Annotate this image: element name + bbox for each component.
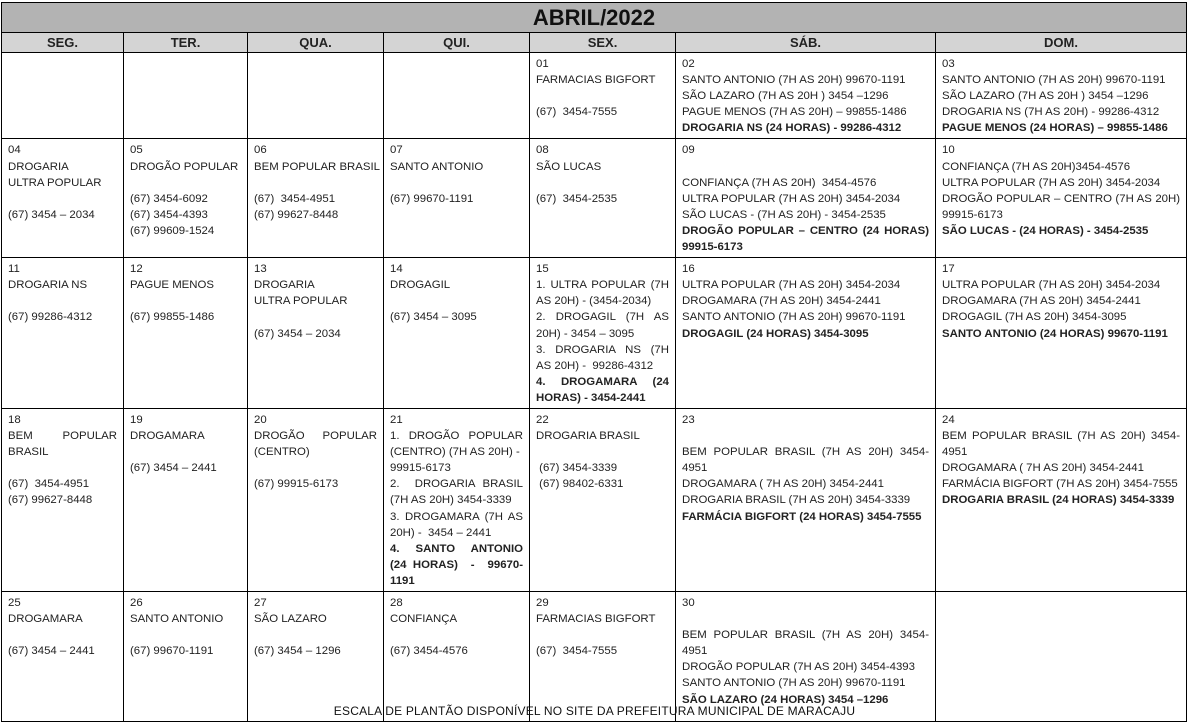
- day-number: 16: [682, 263, 695, 276]
- calendar-title: ABRIL/2022: [2, 3, 1187, 33]
- day-entry-line: CONFIANÇA: [390, 613, 458, 626]
- day-entry-line: [8, 627, 117, 643]
- day-entry-line: (67) 3454 – 2034: [8, 208, 95, 221]
- day-entry-line: DROGAMARA: [130, 430, 205, 443]
- day-entry-line: DROGÃO POPULAR (7H AS 20H) 3454-4393: [682, 661, 915, 674]
- day-entry-line: [536, 444, 669, 460]
- day-number: 06: [254, 144, 267, 157]
- day-entry-line: (67) 99670-1191: [390, 192, 474, 205]
- day-entry-line: (67) 99609-1524: [130, 224, 215, 237]
- day-cell: [530, 258, 676, 409]
- day-entry-line: SÃO LUCAS: [536, 160, 602, 173]
- day-entry-line: ULTRA POPULAR (7H AS 20H) 3454-2034: [942, 176, 1161, 189]
- day-entry-line: [390, 175, 523, 191]
- day-cell: [384, 258, 530, 409]
- day-entry-line: (67) 3454 – 2034: [254, 327, 341, 340]
- day-entry-line: 20H) - 3454 – 2441: [390, 526, 492, 539]
- day-entry-line: (67) 3454-4951: [8, 478, 90, 491]
- day-cell: [936, 139, 1187, 258]
- day-entry-line: [390, 293, 523, 309]
- day-entry-line: ULTRA POPULAR: [254, 295, 348, 308]
- day-entry-line: AS 20H) - (3454-2034): [536, 295, 652, 308]
- day-entry-line: 99915-6173: [942, 208, 1003, 221]
- day-entry-line: [8, 191, 117, 207]
- day-number: 15: [536, 263, 549, 276]
- day-entry-line: DROGARIA: [8, 160, 69, 173]
- day-entry-line: 20H) - 3454 – 3095: [536, 327, 635, 340]
- day-entry-line: [254, 460, 377, 476]
- day-number: 08: [536, 144, 549, 157]
- day-cell: [2, 139, 124, 258]
- day-number: 01: [536, 58, 549, 70]
- day-cell: [936, 408, 1187, 591]
- day-entry-line: ULTRA POPULAR (7H AS 20H) 3454-2034: [682, 192, 901, 205]
- day-entry-line: (67) 3454-6092: [130, 192, 208, 205]
- day-entry-line: SÃO LAZARO (7H AS 20H ) 3454 –1296: [942, 90, 1149, 103]
- day-cell: [2, 592, 124, 722]
- day-entry-line: [682, 611, 929, 627]
- day-entry-line: [8, 460, 117, 476]
- day-cell: [124, 408, 248, 591]
- day-entry-line: DROGÃO POPULAR – CENTRO (7H AS 20H): [942, 192, 1181, 205]
- day-entry-line: (67) 3454-3339: [536, 462, 618, 475]
- day-entry-line: BEM POPULAR BRASIL: [254, 160, 380, 173]
- day-entry-line: DROGARIA NS (24 HORAS) - 99286-4312: [682, 122, 902, 135]
- day-entry-line: CONFIANÇA (7H AS 20H)3454-4576: [942, 160, 1131, 173]
- weekday-sat: SÁB.: [676, 33, 936, 53]
- day-entry-line: DROGAMARA (7H AS 20H) 3454-2441: [682, 295, 881, 308]
- day-cell: [384, 139, 530, 258]
- day-entry-line: [130, 627, 241, 643]
- day-entry-line: (67) 3454-4951: [254, 192, 336, 205]
- calendar-table: [1, 2, 1187, 722]
- day-cell: [530, 408, 676, 591]
- day-entry-line: (67) 99670-1191: [130, 645, 214, 658]
- day-entry-line: [8, 293, 117, 309]
- day-cell: [676, 592, 936, 722]
- day-entry-line: 1. ULTRA POPULAR (7H: [536, 279, 669, 292]
- day-cell: [124, 258, 248, 409]
- day-entry-line: BRASIL: [8, 446, 49, 459]
- day-cell: [248, 408, 384, 591]
- day-number: 09: [682, 144, 695, 157]
- day-entry-line: 4. DROGAMARA (24: [536, 375, 669, 388]
- day-entry-line: [254, 175, 377, 191]
- day-entry-line: (67) 3454-2535: [536, 192, 618, 205]
- day-number: 17: [942, 263, 955, 276]
- day-entry-line: [682, 159, 929, 175]
- day-number: 04: [8, 144, 21, 157]
- day-entry-line: FARMÁCIA BIGFORT (24 HORAS) 3454-7555: [682, 510, 922, 523]
- day-cell: [676, 258, 936, 409]
- day-entry-line: DROGAGIL (7H AS 20H) 3454-3095: [942, 311, 1127, 324]
- day-number: 30: [682, 597, 695, 609]
- day-entry-line: DROGAMARA (7H AS 20H) 3454-2441: [942, 295, 1141, 308]
- day-entry-line: (67) 3454 – 2441: [8, 645, 95, 658]
- day-entry-line: [536, 175, 669, 191]
- day-entry-line: (67) 3454 – 2441: [130, 462, 217, 475]
- day-cell: [2, 258, 124, 409]
- day-number: 24: [942, 413, 955, 426]
- day-entry-line: DROGAMARA ( 7H AS 20H) 3454-2441: [942, 462, 1144, 475]
- week-row: [2, 408, 1187, 591]
- weekday-header-row: [2, 33, 1187, 53]
- day-entry-line: (67) 99915-6173: [254, 478, 339, 491]
- day-entry-line: ULTRA POPULAR (7H AS 20H) 3454-2034: [942, 279, 1161, 292]
- day-entry-line: DROGARIA: [254, 279, 315, 292]
- day-entry-line: (67) 3454 – 3095: [390, 311, 477, 324]
- day-entry-line: DROGAGIL: [390, 279, 451, 292]
- day-entry-line: BEM POPULAR: [8, 430, 117, 443]
- day-cell: [676, 139, 936, 258]
- day-entry-line: AS 20H) - 99286-4312: [536, 359, 654, 372]
- day-entry-line: 99915-6173: [390, 462, 451, 475]
- week-row: [2, 53, 1187, 139]
- day-entry-line: DROGAGIL (24 HORAS) 3454-3095: [682, 327, 869, 340]
- day-entry-line: [130, 175, 241, 191]
- weekday-tue: TER.: [124, 33, 248, 53]
- day-number: 11: [8, 263, 20, 276]
- day-entry-line: PAGUE MENOS (7H AS 20H) – 99855-1486: [682, 106, 907, 119]
- title-row: [2, 3, 1187, 33]
- day-entry-line: BEM POPULAR BRASIL (7H AS 20H) 3454-: [682, 446, 929, 459]
- day-cell: [384, 592, 530, 722]
- day-entry-line: (67) 99627-8448: [254, 208, 339, 221]
- day-entry-line: (7H AS 20H) 3454-3339: [390, 494, 512, 507]
- day-entry-line: [254, 309, 377, 325]
- day-number: 21: [390, 413, 403, 426]
- day-number: 19: [130, 413, 143, 426]
- day-entry-line: DROGARIA NS: [8, 279, 88, 292]
- day-entry-line: FARMACIAS BIGFORT: [536, 613, 656, 626]
- weekday-mon: SEG.: [2, 33, 124, 53]
- day-entry-line: DROGAMARA: [8, 613, 83, 626]
- week-row: [2, 592, 1187, 722]
- day-number: 26: [130, 597, 143, 609]
- day-cell: [936, 592, 1187, 722]
- day-entry-line: 4951: [682, 645, 708, 658]
- day-entry-line: CONFIANÇA (7H AS 20H) 3454-4576: [682, 176, 877, 189]
- day-entry-line: PAGUE MENOS (24 HORAS) – 99855-1486: [942, 122, 1168, 135]
- day-entry-line: SANTO ANTONIO (24 HORAS) 99670-1191: [942, 327, 1168, 340]
- day-number: 29: [536, 597, 549, 609]
- day-entry-line: FARMACIAS BIGFORT: [536, 74, 656, 87]
- day-cell: [936, 258, 1187, 409]
- day-entry-line: DROGÃO POPULAR: [130, 160, 239, 173]
- day-entry-line: (67) 99855-1486: [130, 311, 215, 324]
- day-number: 05: [130, 144, 143, 157]
- day-entry-line: SANTO ANTONIO (7H AS 20H) 99670-1191: [942, 74, 1166, 87]
- day-entry-line: 4951: [942, 446, 968, 459]
- day-entry-line: PAGUE MENOS: [130, 279, 214, 292]
- day-entry-line: SÃO LAZARO: [254, 613, 327, 626]
- day-entry-line: (67) 3454-4576: [390, 645, 468, 658]
- weekday-thu: QUI.: [384, 33, 530, 53]
- day-entry-line: 3. DROGAMARA (7H AS: [390, 510, 523, 523]
- day-cell: [530, 53, 676, 139]
- day-number: 12: [130, 263, 143, 276]
- day-cell: [676, 408, 936, 591]
- day-entry-line: DROGÃO POPULAR – CENTRO (24 HORAS): [682, 224, 929, 237]
- day-entry-line: [254, 627, 377, 643]
- day-cell: [124, 592, 248, 722]
- day-cell: [248, 258, 384, 409]
- day-entry-line: 99915-6173: [682, 241, 743, 254]
- day-entry-line: SANTO ANTONIO (7H AS 20H) 99670-1191: [682, 677, 906, 690]
- day-entry-line: HORAS) - 3454-2441: [536, 391, 646, 404]
- day-cell: [248, 53, 384, 139]
- day-entry-line: [130, 444, 241, 460]
- day-entry-line: (CENTRO) (7H AS 20H) -: [390, 446, 520, 459]
- day-cell: [248, 592, 384, 722]
- calendar-body: [2, 53, 1187, 722]
- day-number: 20: [254, 413, 267, 426]
- day-cell: [530, 139, 676, 258]
- day-cell: [530, 592, 676, 722]
- day-cell: [2, 408, 124, 591]
- day-number: 14: [390, 263, 403, 276]
- day-cell: [676, 53, 936, 139]
- day-number: 27: [254, 597, 267, 609]
- day-entry-line: SÃO LAZARO (7H AS 20H ) 3454 –1296: [682, 90, 889, 103]
- week-row: [2, 258, 1187, 409]
- weekday-fri: SEX.: [530, 33, 676, 53]
- day-entry-line: DROGARIA NS (7H AS 20H) - 99286-4312: [942, 106, 1160, 119]
- day-entry-line: (CENTRO): [254, 446, 310, 459]
- day-entry-line: [536, 88, 669, 104]
- day-entry-line: [390, 627, 523, 643]
- day-entry-line: DROGÃO POPULAR: [254, 430, 377, 443]
- day-entry-line: (67) 99286-4312: [8, 311, 93, 324]
- day-number: 03: [942, 58, 955, 70]
- day-entry-line: BEM POPULAR BRASIL (7H AS 20H) 3454-: [942, 430, 1181, 443]
- day-entry-line: [682, 428, 929, 444]
- footer-note: ESCALA DE PLANTÃO DISPONÍVEL NO SITE DA PREFEITURA MUNICIPAL DE MARACAJU: [333, 704, 856, 718]
- day-entry-line: SANTO ANTONIO: [130, 613, 224, 626]
- weekday-sun: DOM.: [936, 33, 1187, 53]
- day-entry-line: 3. DROGARIA NS (7H: [536, 343, 669, 356]
- day-number: 13: [254, 263, 267, 276]
- day-entry-line: ULTRA POPULAR: [8, 176, 102, 189]
- day-entry-line: (67) 3454-7555: [536, 645, 618, 658]
- day-entry-line: SANTO ANTONIO (7H AS 20H) 99670-1191: [682, 74, 906, 87]
- day-cell: [2, 53, 124, 139]
- day-entry-line: (24 HORAS) - 99670-: [390, 558, 523, 571]
- day-number: 02: [682, 58, 695, 70]
- day-entry-line: ULTRA POPULAR (7H AS 20H) 3454-2034: [682, 279, 901, 292]
- week-row: [2, 139, 1187, 258]
- day-entry-line: SANTO ANTONIO (7H AS 20H) 99670-1191: [682, 311, 906, 324]
- day-number: 25: [8, 597, 21, 609]
- day-entry-line: 2. DROGARIA BRASIL: [390, 478, 523, 491]
- weekday-wed: QUA.: [248, 33, 384, 53]
- day-entry-line: (67) 98402-6331: [536, 478, 624, 491]
- day-entry-line: SANTO ANTONIO: [390, 160, 484, 173]
- day-cell: [124, 53, 248, 139]
- day-entry-line: DROGARIA BRASIL (24 HORAS) 3454-3339: [942, 494, 1175, 507]
- day-number: 10: [942, 144, 955, 157]
- day-entry-line: 1. DROGÃO POPULAR: [390, 430, 523, 443]
- day-number: 28: [390, 597, 403, 609]
- day-entry-line: (67) 3454-4393: [130, 208, 208, 221]
- day-cell: [384, 408, 530, 591]
- day-entry-line: 4951: [682, 462, 708, 475]
- day-entry-line: DROGARIA BRASIL: [536, 430, 640, 443]
- day-entry-line: (67) 99627-8448: [8, 494, 93, 507]
- day-cell: [936, 53, 1187, 139]
- day-entry-line: 4. SANTO ANTONIO: [390, 542, 523, 555]
- day-entry-line: DROGARIA BRASIL (7H AS 20H) 3454-3339: [682, 494, 911, 507]
- day-entry-line: SÃO LAZARO (24 HORAS) 3454 –1296: [682, 693, 889, 706]
- day-number: 22: [536, 413, 549, 426]
- day-number: 18: [8, 413, 21, 426]
- day-entry-line: (67) 3454-7555: [536, 106, 618, 119]
- day-entry-line: 1191: [390, 574, 415, 587]
- day-entry-line: FARMÁCIA BIGFORT (7H AS 20H) 3454-7555: [942, 478, 1178, 491]
- day-entry-line: SÃO LUCAS - (7H AS 20H) - 3454-2535: [682, 208, 886, 221]
- day-entry-line: DROGAMARA ( 7H AS 20H) 3454-2441: [682, 478, 884, 491]
- day-entry-line: SÃO LUCAS - (24 HORAS) - 3454-2535: [942, 224, 1149, 237]
- day-entry-line: [536, 627, 669, 643]
- day-cell: [248, 139, 384, 258]
- day-number: 07: [390, 144, 403, 157]
- day-cell: [384, 53, 530, 139]
- day-entry-line: [130, 293, 241, 309]
- day-entry-line: (67) 3454 – 1296: [254, 645, 341, 658]
- day-entry-line: 2. DROGAGIL (7H AS: [536, 311, 669, 324]
- day-entry-line: BEM POPULAR BRASIL (7H AS 20H) 3454-: [682, 629, 929, 642]
- day-number: 23: [682, 413, 695, 426]
- day-cell: [124, 139, 248, 258]
